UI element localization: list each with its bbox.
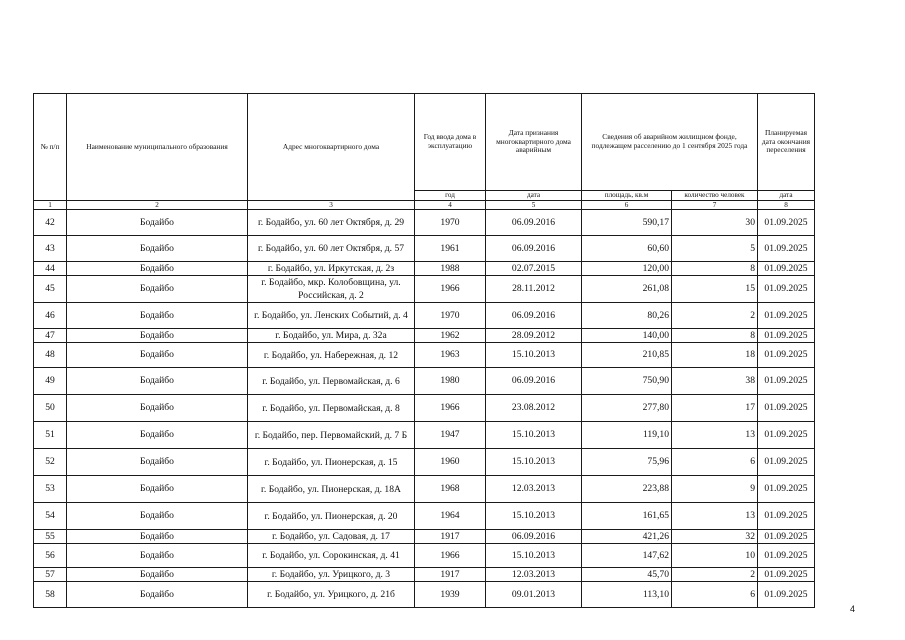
row-people: 8 bbox=[672, 262, 758, 276]
table-row bbox=[34, 368, 815, 395]
row-municipality: Бодайбо bbox=[67, 329, 248, 343]
row-people: 2 bbox=[672, 568, 758, 582]
row-planned: 01.09.2025 bbox=[758, 262, 815, 276]
row-planned: 01.09.2025 bbox=[758, 329, 815, 343]
table-row bbox=[34, 236, 815, 262]
row-year: 1970 bbox=[415, 303, 486, 329]
row-number: 49 bbox=[34, 368, 67, 395]
row-planned: 01.09.2025 bbox=[758, 530, 815, 544]
table-row bbox=[34, 476, 815, 503]
row-address: г. Бодайбо, ул. Первомайская, д. 8 bbox=[248, 395, 415, 422]
row-address: г. Бодайбо, ул. Урицкого, д. 21б bbox=[248, 582, 415, 608]
row-date: 06.09.2016 bbox=[486, 368, 582, 395]
column-number: 5 bbox=[486, 201, 582, 210]
table-row bbox=[34, 503, 815, 530]
row-people: 38 bbox=[672, 368, 758, 395]
subheader-area: площадь, кв.м bbox=[582, 191, 672, 201]
row-area: 590,17 bbox=[582, 210, 672, 236]
row-planned: 01.09.2025 bbox=[758, 210, 815, 236]
row-date: 23.08.2012 bbox=[486, 395, 582, 422]
row-date: 06.09.2016 bbox=[486, 210, 582, 236]
row-date: 15.10.2013 bbox=[486, 343, 582, 368]
row-number: 57 bbox=[34, 568, 67, 582]
row-address: г. Бодайбо, ул. Мира, д. 32а bbox=[248, 329, 415, 343]
row-people: 15 bbox=[672, 276, 758, 303]
row-address: г. Бодайбо, ул. Урицкого, д. 3 bbox=[248, 568, 415, 582]
row-date: 15.10.2013 bbox=[486, 503, 582, 530]
row-number: 53 bbox=[34, 476, 67, 503]
table-row bbox=[34, 530, 815, 544]
row-address: г. Бодайбо, ул. 60 лет Октября, д. 57 bbox=[248, 236, 415, 262]
row-area: 80,26 bbox=[582, 303, 672, 329]
row-people: 6 bbox=[672, 449, 758, 476]
table-row bbox=[34, 582, 815, 608]
row-area: 277,80 bbox=[582, 395, 672, 422]
row-address: г. Бодайбо, мкр. Колобовщина, ул. Российская, д. 2 bbox=[248, 276, 415, 303]
row-municipality: Бодайбо bbox=[67, 262, 248, 276]
row-municipality: Бодайбо bbox=[67, 530, 248, 544]
row-date: 28.09.2012 bbox=[486, 329, 582, 343]
row-address: г. Бодайбо, ул. Пионерская, д. 18А bbox=[248, 476, 415, 503]
row-planned: 01.09.2025 bbox=[758, 449, 815, 476]
table-row bbox=[34, 210, 815, 236]
row-municipality: Бодайбо bbox=[67, 476, 248, 503]
row-planned: 01.09.2025 bbox=[758, 422, 815, 449]
table-row bbox=[34, 343, 815, 368]
row-people: 13 bbox=[672, 422, 758, 449]
row-planned: 01.09.2025 bbox=[758, 544, 815, 568]
row-year: 1960 bbox=[415, 449, 486, 476]
row-year: 1947 bbox=[415, 422, 486, 449]
row-area: 421,26 bbox=[582, 530, 672, 544]
row-number: 42 bbox=[34, 210, 67, 236]
column-number: 3 bbox=[248, 201, 415, 210]
row-year: 1970 bbox=[415, 210, 486, 236]
row-number: 58 bbox=[34, 582, 67, 608]
row-number: 44 bbox=[34, 262, 67, 276]
row-planned: 01.09.2025 bbox=[758, 236, 815, 262]
column-number: 1 bbox=[34, 201, 67, 210]
row-year: 1988 bbox=[415, 262, 486, 276]
row-planned: 01.09.2025 bbox=[758, 368, 815, 395]
row-municipality: Бодайбо bbox=[67, 544, 248, 568]
row-address: г. Бодайбо, пер. Первомайский, д. 7 Б bbox=[248, 422, 415, 449]
row-municipality: Бодайбо bbox=[67, 582, 248, 608]
row-area: 223,88 bbox=[582, 476, 672, 503]
row-people: 9 bbox=[672, 476, 758, 503]
row-number: 52 bbox=[34, 449, 67, 476]
row-date: 12.03.2013 bbox=[486, 476, 582, 503]
row-number: 48 bbox=[34, 343, 67, 368]
subheader-year: год bbox=[415, 191, 486, 201]
table-row bbox=[34, 329, 815, 343]
row-planned: 01.09.2025 bbox=[758, 303, 815, 329]
row-year: 1964 bbox=[415, 503, 486, 530]
row-area: 119,10 bbox=[582, 422, 672, 449]
row-municipality: Бодайбо bbox=[67, 503, 248, 530]
row-year: 1966 bbox=[415, 276, 486, 303]
row-number: 43 bbox=[34, 236, 67, 262]
row-address: г. Бодайбо, ул. 60 лет Октября, д. 29 bbox=[248, 210, 415, 236]
row-address: г. Бодайбо, ул. Пионерская, д. 15 bbox=[248, 449, 415, 476]
header-address: Адрес многоквартирного дома bbox=[248, 94, 415, 201]
row-year: 1962 bbox=[415, 329, 486, 343]
row-people: 17 bbox=[672, 395, 758, 422]
row-people: 10 bbox=[672, 544, 758, 568]
row-area: 161,65 bbox=[582, 503, 672, 530]
row-number: 47 bbox=[34, 329, 67, 343]
row-planned: 01.09.2025 bbox=[758, 343, 815, 368]
row-municipality: Бодайбо bbox=[67, 303, 248, 329]
row-planned: 01.09.2025 bbox=[758, 395, 815, 422]
row-number: 46 bbox=[34, 303, 67, 329]
row-municipality: Бодайбо bbox=[67, 236, 248, 262]
row-year: 1966 bbox=[415, 395, 486, 422]
row-area: 60,60 bbox=[582, 236, 672, 262]
row-area: 120,00 bbox=[582, 262, 672, 276]
row-date: 06.09.2016 bbox=[486, 530, 582, 544]
row-year: 1917 bbox=[415, 530, 486, 544]
row-area: 750,90 bbox=[582, 368, 672, 395]
subheader-people: количество человек bbox=[672, 191, 758, 201]
header-municipality: Наименование муниципального образования bbox=[67, 94, 248, 201]
row-people: 30 bbox=[672, 210, 758, 236]
row-people: 5 bbox=[672, 236, 758, 262]
row-area: 113,10 bbox=[582, 582, 672, 608]
row-municipality: Бодайбо bbox=[67, 449, 248, 476]
subheader-date: дата bbox=[486, 191, 582, 201]
row-number: 51 bbox=[34, 422, 67, 449]
row-people: 32 bbox=[672, 530, 758, 544]
row-people: 6 bbox=[672, 582, 758, 608]
column-number: 6 bbox=[582, 201, 672, 210]
page-number: 4 bbox=[850, 604, 856, 614]
row-area: 140,00 bbox=[582, 329, 672, 343]
row-date: 15.10.2013 bbox=[486, 544, 582, 568]
table-row bbox=[34, 262, 815, 276]
row-date: 09.01.2013 bbox=[486, 582, 582, 608]
row-number: 50 bbox=[34, 395, 67, 422]
table-row bbox=[34, 303, 815, 329]
row-year: 1980 bbox=[415, 368, 486, 395]
row-municipality: Бодайбо bbox=[67, 395, 248, 422]
row-date: 15.10.2013 bbox=[486, 422, 582, 449]
row-people: 2 bbox=[672, 303, 758, 329]
row-area: 147,62 bbox=[582, 544, 672, 568]
column-number: 7 bbox=[672, 201, 758, 210]
row-date: 28.11.2012 bbox=[486, 276, 582, 303]
row-address: г. Бодайбо, ул. Первомайская, д. 6 bbox=[248, 368, 415, 395]
header-date-recognized: Дата признания многоквартирного дома аварийным bbox=[486, 94, 582, 191]
row-address: г. Бодайбо, ул. Пионерская, д. 20 bbox=[248, 503, 415, 530]
row-planned: 01.09.2025 bbox=[758, 582, 815, 608]
row-date: 12.03.2013 bbox=[486, 568, 582, 582]
row-municipality: Бодайбо bbox=[67, 568, 248, 582]
row-people: 18 bbox=[672, 343, 758, 368]
row-people: 8 bbox=[672, 329, 758, 343]
column-number: 4 bbox=[415, 201, 486, 210]
header-info: Сведения об аварийном жилищном фонде, подлежащем расселению до 1 сентября 2025 года bbox=[582, 94, 758, 191]
row-area: 261,08 bbox=[582, 276, 672, 303]
row-planned: 01.09.2025 bbox=[758, 503, 815, 530]
column-number: 2 bbox=[67, 201, 248, 210]
row-date: 06.09.2016 bbox=[486, 236, 582, 262]
row-municipality: Бодайбо bbox=[67, 276, 248, 303]
row-address: г. Бодайбо, ул. Сорокинская, д. 41 bbox=[248, 544, 415, 568]
row-date: 15.10.2013 bbox=[486, 449, 582, 476]
row-address: г. Бодайбо, ул. Ленских Событий, д. 4 bbox=[248, 303, 415, 329]
row-year: 1961 bbox=[415, 236, 486, 262]
table-body bbox=[34, 210, 815, 608]
table-row bbox=[34, 395, 815, 422]
row-municipality: Бодайбо bbox=[67, 368, 248, 395]
row-area: 210,85 bbox=[582, 343, 672, 368]
row-planned: 01.09.2025 bbox=[758, 568, 815, 582]
table-row bbox=[34, 568, 815, 582]
subheader-planned: дата bbox=[758, 191, 815, 201]
table-row bbox=[34, 449, 815, 476]
table-row bbox=[34, 544, 815, 568]
row-area: 75,96 bbox=[582, 449, 672, 476]
row-address: г. Бодайбо, ул. Набережная, д. 12 bbox=[248, 343, 415, 368]
row-number: 55 bbox=[34, 530, 67, 544]
header-num: № п/п bbox=[34, 94, 67, 201]
relocation-table bbox=[33, 93, 815, 608]
row-planned: 01.09.2025 bbox=[758, 476, 815, 503]
row-address: г. Бодайбо, ул. Садовая, д. 17 bbox=[248, 530, 415, 544]
row-year: 1963 bbox=[415, 343, 486, 368]
row-date: 02.07.2015 bbox=[486, 262, 582, 276]
row-planned: 01.09.2025 bbox=[758, 276, 815, 303]
table-row bbox=[34, 422, 815, 449]
row-area: 45,70 bbox=[582, 568, 672, 582]
header-planned: Планируемая дата окончания переселения bbox=[758, 94, 815, 191]
header-year: Год ввода дома в эксплуатацию bbox=[415, 94, 486, 191]
row-year: 1939 bbox=[415, 582, 486, 608]
row-address: г. Бодайбо, ул. Иркутская, д. 2з bbox=[248, 262, 415, 276]
row-number: 45 bbox=[34, 276, 67, 303]
column-number: 8 bbox=[758, 201, 815, 210]
row-year: 1968 bbox=[415, 476, 486, 503]
relocation-table-page bbox=[33, 93, 814, 608]
row-number: 54 bbox=[34, 503, 67, 530]
row-number: 56 bbox=[34, 544, 67, 568]
row-date: 06.09.2016 bbox=[486, 303, 582, 329]
row-municipality: Бодайбо bbox=[67, 343, 248, 368]
row-year: 1966 bbox=[415, 544, 486, 568]
row-people: 13 bbox=[672, 503, 758, 530]
row-municipality: Бодайбо bbox=[67, 422, 248, 449]
table-row bbox=[34, 276, 815, 303]
row-year: 1917 bbox=[415, 568, 486, 582]
row-municipality: Бодайбо bbox=[67, 210, 248, 236]
